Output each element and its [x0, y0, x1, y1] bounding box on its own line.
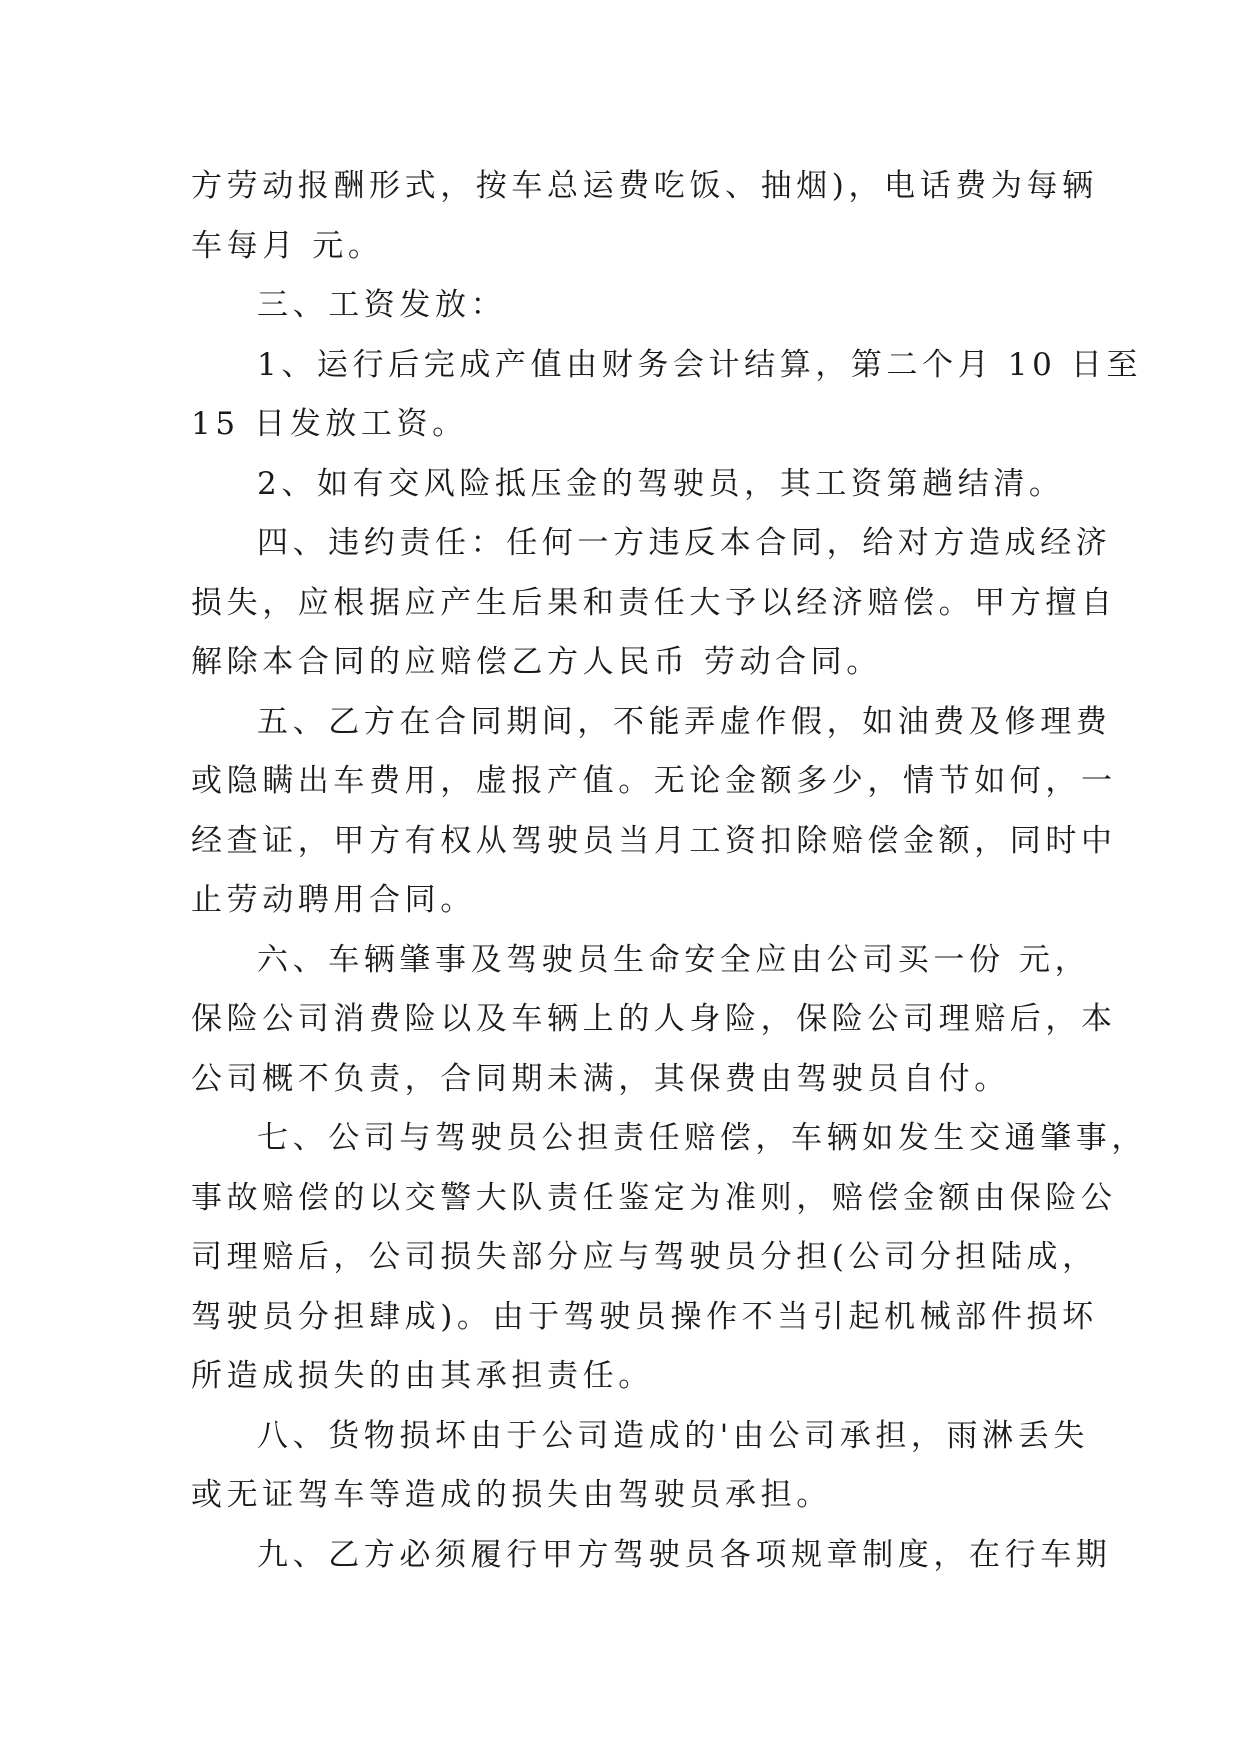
text-line: 或无证驾车等造成的损失由驾驶员承担。 [191, 1477, 832, 1513]
text-line: 事故赔偿的以交警大队责任鉴定为准则，赔偿金额由保险公 [191, 1179, 1117, 1216]
text-line: 六、车辆肇事及驾驶员生命安全应由公司买一份 元， [257, 941, 1091, 978]
section-heading: 三、工资发放： [257, 287, 507, 323]
text-line: 1、运行后完成产值由财务会计结算，第二个月 10 日至 [257, 346, 1143, 383]
document-body [191, 157, 1147, 1585]
text-line: 车每月 元。 [191, 227, 384, 264]
text-line: 2、如有交风险抵压金的驾驶员，其工资第趟结清。 [257, 465, 1065, 502]
text-line: 止劳动聘用合同。 [191, 882, 476, 918]
text-line: 八、货物损坏由于公司造成的'由公司承担，雨淋丢失 [257, 1417, 1089, 1454]
text-line: 驾驶员分担肆成)。由于驾驶员操作不当引起机械部件损坏 [191, 1298, 1098, 1335]
text-line: 或隐瞒出车费用，虚报产值。无论金额多少，情节如何，一 [191, 763, 1117, 799]
text-line: 七、公司与驾驶员公担责任赔偿，车辆如发生交通肇事， [257, 1120, 1147, 1156]
text-line: 15 日发放工资。 [191, 406, 468, 442]
text-line: 九、乙方必须履行甲方驾驶员各项规章制度，在行车期 [257, 1536, 1112, 1573]
text-line: 司理赔后，公司损失部分应与驾驶员分担(公司分担陆成， [191, 1239, 1098, 1275]
text-line: 经查证，甲方有权从驾驶员当月工资扣除赔偿金额，同时中 [191, 822, 1117, 859]
text-line: 五、乙方在合同期间，不能弄虚作假，如油费及修理费 [257, 703, 1112, 740]
text-line: 所造成损失的由其承担责任。 [191, 1358, 654, 1394]
text-line: 解除本合同的应赔偿乙方人民币 劳动合同。 [191, 644, 882, 680]
text-line: 方劳动报酬形式，按车总运费吃饭、抽烟)，电话费为每辆 [191, 168, 1098, 204]
text-line: 四、违约责任：任何一方违反本合同，给对方造成经济 [257, 525, 1112, 561]
text-line: 保险公司消费险以及车辆上的人身险，保险公司理赔后，本 [191, 1001, 1117, 1037]
text-line: 损失，应根据应产生后果和责任大予以经济赔偿。甲方擅自 [191, 584, 1117, 621]
text-line: 公司概不负责，合同期未满，其保费由驾驶员自付。 [191, 1060, 1010, 1097]
